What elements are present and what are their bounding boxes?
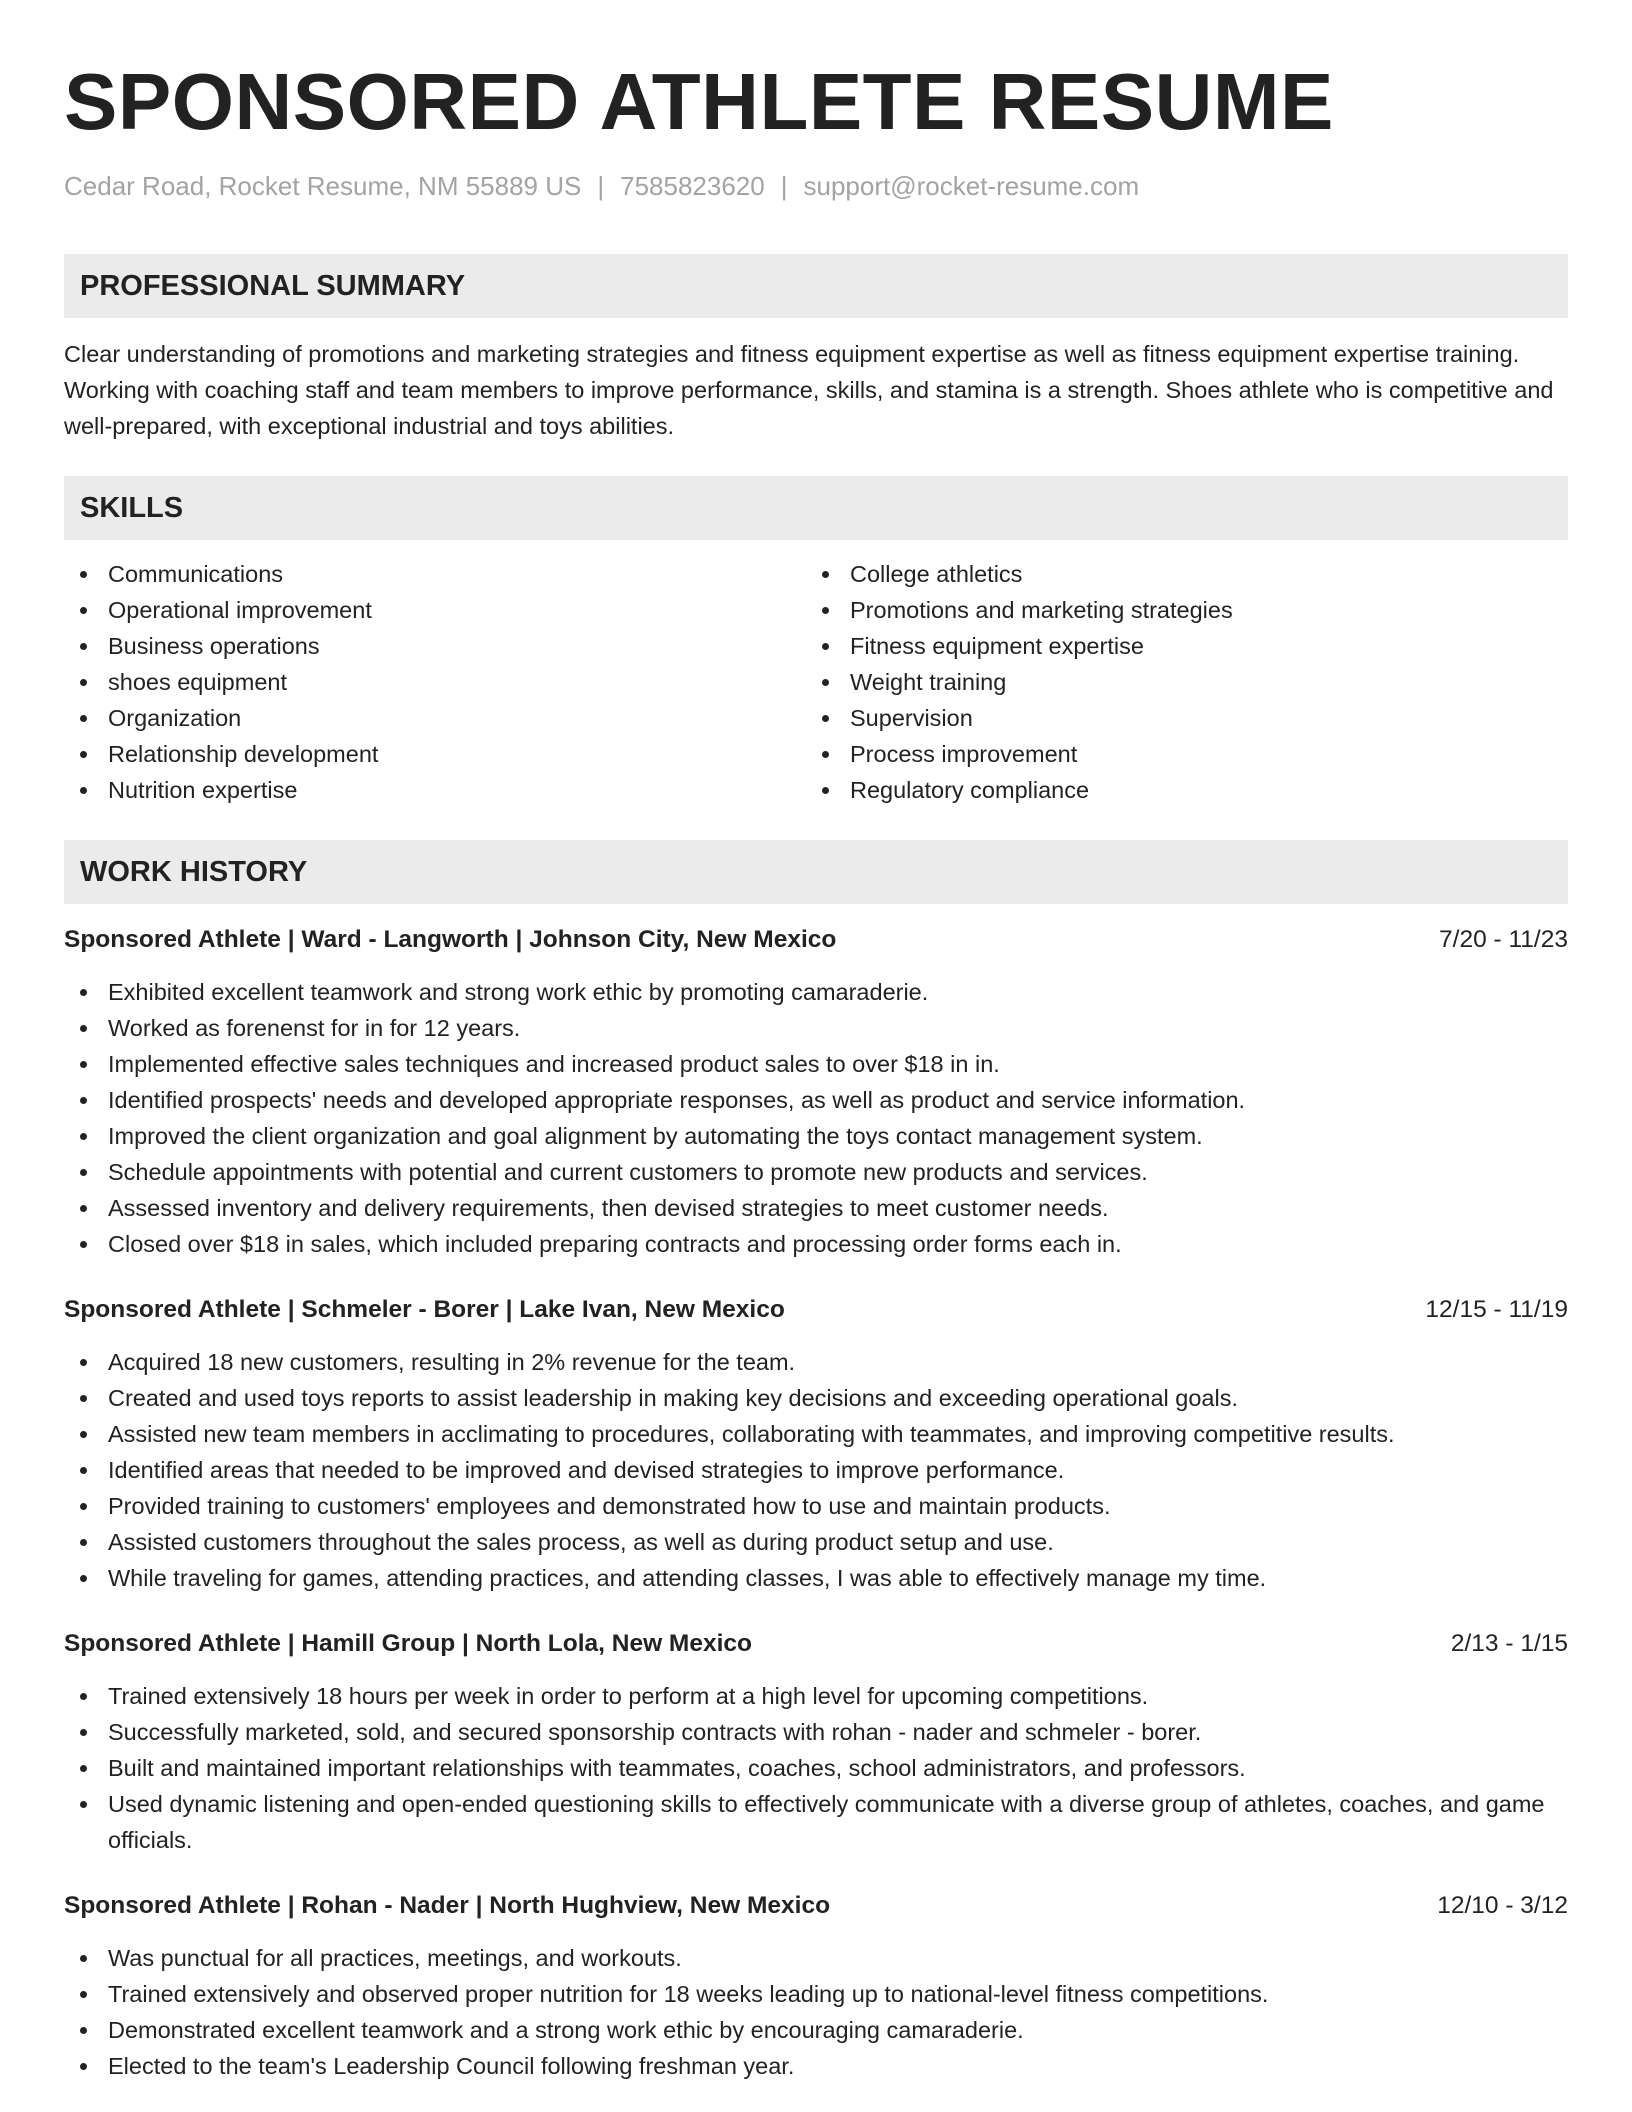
summary-text: Clear understanding of promotions and marketing strategies and fitness equipment expertise as well as fitness equipment expertise training. Working with coaching staff and team members to improve performance, skills, and stamina is a strength. Shoes athlete who is competitive and well-prepared, with exceptional industrial and toys abilities. bbox=[64, 341, 1554, 439]
job-bullets bbox=[64, 1940, 1568, 2084]
contact-separator: | bbox=[780, 171, 788, 201]
skills-column-right bbox=[806, 556, 1548, 808]
job-bullet: Assisted new team members in acclimating to procedures, collaborating with teammates, and improving competitive results. bbox=[64, 1416, 1568, 1452]
job-header bbox=[64, 922, 1568, 958]
skill-item: College athletics bbox=[806, 556, 1548, 592]
job-bullet: Elected to the team's Leadership Council following freshman year. bbox=[64, 2048, 1568, 2084]
contact-phone: 7585823620 bbox=[620, 171, 765, 201]
job-bullet: Built and maintained important relationships with teammates, coaches, school administrators, and professors. bbox=[64, 1750, 1568, 1786]
section-heading-summary: PROFESSIONAL SUMMARY bbox=[64, 254, 1568, 318]
job-bullet: Identified areas that needed to be improved and devised strategies to improve performance. bbox=[64, 1452, 1568, 1488]
job-bullets bbox=[64, 1678, 1568, 1858]
skill-item: Supervision bbox=[806, 700, 1548, 736]
skills-column-left bbox=[64, 556, 806, 808]
contact-line bbox=[64, 170, 1568, 202]
job-bullet: Identified prospects' needs and developed appropriate responses, as well as product and service information. bbox=[64, 1082, 1568, 1118]
job-entry bbox=[64, 922, 1568, 1262]
job-bullet: Improved the client organization and goal alignment by automating the toys contact management system. bbox=[64, 1118, 1568, 1154]
job-title: Sponsored Athlete | Schmeler - Borer | Lake Ivan, New Mexico bbox=[64, 1296, 785, 1323]
job-header bbox=[64, 1292, 1568, 1328]
skill-item: Process improvement bbox=[806, 736, 1548, 772]
job-bullet: Was punctual for all practices, meetings, and workouts. bbox=[64, 1940, 1568, 1976]
job-dates: 7/20 - 11/23 bbox=[1439, 926, 1568, 953]
skill-item: Operational improvement bbox=[64, 592, 806, 628]
section-heading-work-history: WORK HISTORY bbox=[64, 840, 1568, 904]
contact-address: Cedar Road, Rocket Resume, NM 55889 US bbox=[64, 171, 582, 201]
job-bullet: Assisted customers throughout the sales process, as well as during product setup and use. bbox=[64, 1524, 1568, 1560]
job-bullet: Provided training to customers' employees and demonstrated how to use and maintain products. bbox=[64, 1488, 1568, 1524]
job-bullet: Successfully marketed, sold, and secured sponsorship contracts with rohan - nader and schmeler - borer. bbox=[64, 1714, 1568, 1750]
job-header bbox=[64, 1626, 1568, 1662]
job-bullet: Worked as forenenst for in for 12 years. bbox=[64, 1010, 1568, 1046]
job-bullet: While traveling for games, attending practices, and attending classes, I was able to effectively manage my time. bbox=[64, 1560, 1568, 1596]
skill-item: Nutrition expertise bbox=[64, 772, 806, 808]
skill-item: Business operations bbox=[64, 628, 806, 664]
job-bullet: Exhibited excellent teamwork and strong work ethic by promoting camaraderie. bbox=[64, 974, 1568, 1010]
skill-item: Communications bbox=[64, 556, 806, 592]
skill-item: Weight training bbox=[806, 664, 1548, 700]
job-header bbox=[64, 1888, 1568, 1924]
contact-email: support@rocket-resume.com bbox=[803, 171, 1140, 201]
job-title: Sponsored Athlete | Hamill Group | North Lola, New Mexico bbox=[64, 1630, 752, 1657]
job-bullet: Trained extensively and observed proper nutrition for 18 weeks leading up to national-level fitness competitions. bbox=[64, 1976, 1568, 2012]
job-dates: 12/15 - 11/19 bbox=[1425, 1296, 1568, 1323]
job-bullet: Acquired 18 new customers, resulting in 2% revenue for the team. bbox=[64, 1344, 1568, 1380]
skill-item: shoes equipment bbox=[64, 664, 806, 700]
job-bullet: Closed over $18 in sales, which included preparing contracts and processing order forms each in. bbox=[64, 1226, 1568, 1262]
job-bullet: Schedule appointments with potential and current customers to promote new products and services. bbox=[64, 1154, 1568, 1190]
job-title: Sponsored Athlete | Ward - Langworth | Johnson City, New Mexico bbox=[64, 926, 837, 953]
skill-item: Organization bbox=[64, 700, 806, 736]
skill-item: Promotions and marketing strategies bbox=[806, 592, 1548, 628]
job-bullets bbox=[64, 1344, 1568, 1596]
job-dates: 12/10 - 3/12 bbox=[1437, 1892, 1568, 1919]
skill-item: Relationship development bbox=[64, 736, 806, 772]
job-entry bbox=[64, 1888, 1568, 2084]
job-bullet: Implemented effective sales techniques and increased product sales to over $18 in in. bbox=[64, 1046, 1568, 1082]
skills-grid bbox=[64, 556, 1568, 808]
resume-page bbox=[64, 52, 1568, 2084]
job-entry bbox=[64, 1626, 1568, 1858]
job-bullet: Demonstrated excellent teamwork and a strong work ethic by encouraging camaraderie. bbox=[64, 2012, 1568, 2048]
job-bullet: Used dynamic listening and open-ended questioning skills to effectively communicate with a diverse group of athletes, coaches, and game officials. bbox=[64, 1786, 1568, 1858]
job-bullet: Assessed inventory and delivery requirements, then devised strategies to meet customer needs. bbox=[64, 1190, 1568, 1226]
section-heading-skills: SKILLS bbox=[64, 476, 1568, 540]
job-entry bbox=[64, 1292, 1568, 1596]
job-bullet: Created and used toys reports to assist leadership in making key decisions and exceeding operational goals. bbox=[64, 1380, 1568, 1416]
resume-title: SPONSORED ATHLETE RESUME bbox=[64, 57, 1334, 146]
contact-separator: | bbox=[597, 171, 605, 201]
skill-item: Fitness equipment expertise bbox=[806, 628, 1548, 664]
job-title: Sponsored Athlete | Rohan - Nader | North Hughview, New Mexico bbox=[64, 1892, 831, 1919]
job-bullets bbox=[64, 974, 1568, 1262]
skill-item: Regulatory compliance bbox=[806, 772, 1548, 808]
job-dates: 2/13 - 1/15 bbox=[1450, 1630, 1568, 1657]
job-bullet: Trained extensively 18 hours per week in order to perform at a high level for upcoming competitions. bbox=[64, 1678, 1568, 1714]
